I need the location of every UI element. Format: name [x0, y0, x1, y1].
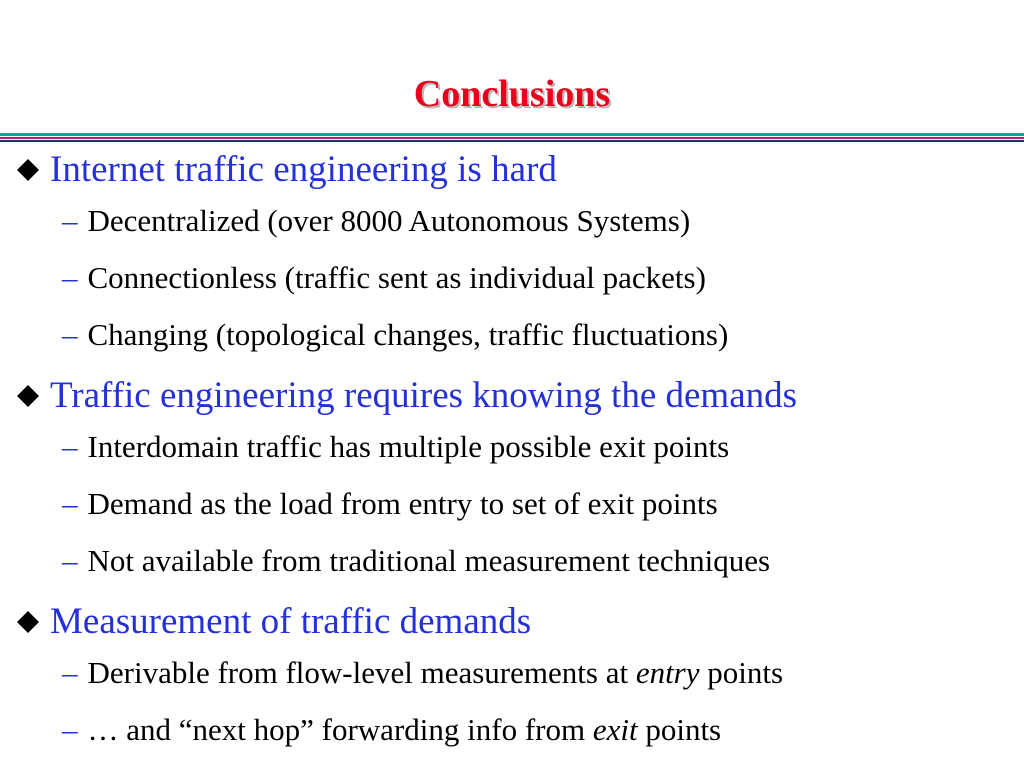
- bullet-1: [16, 148, 557, 191]
- bullet-1-text: Internet traffic engineering is hard: [50, 149, 557, 190]
- bullet-2: [16, 374, 797, 417]
- sub-bullet-1-1: – Decentralized (over 8000 Autonomous Systems): [62, 203, 691, 238]
- sub-bullet-1-3: – Changing (topological changes, traffic fluctuations): [62, 317, 729, 352]
- bullet-2-text: Traffic engineering requires knowing the demands: [50, 375, 798, 416]
- diamond-bullet-icon: [16, 384, 42, 408]
- sub-bullet-2-3: – Not available from traditional measurement techniques: [62, 543, 771, 578]
- title-rule-magenta: [0, 137, 1024, 139]
- sub-bullet-2-2: – Demand as the load from entry to set of exit points: [62, 486, 718, 521]
- bullet-3-text: Measurement of traffic demands: [50, 601, 532, 642]
- diamond-bullet-icon: [16, 610, 42, 634]
- sub-bullet-1-2: – Connectionless (traffic sent as individual packets): [62, 260, 706, 295]
- title-rule-teal: [0, 133, 1024, 136]
- sub-bullet-3-2: – … and “next hop” forwarding info from exit points: [62, 712, 722, 747]
- title-rule-navy: [0, 140, 1024, 142]
- bullet-3: [16, 600, 531, 643]
- sub-bullet-2-1: – Interdomain traffic has multiple possible exit points: [62, 429, 730, 464]
- diamond-bullet-icon: [16, 158, 42, 182]
- slide-title: Conclusions: [413, 73, 611, 115]
- sub-bullet-3-1: – Derivable from flow-level measurements at entry points: [62, 655, 784, 690]
